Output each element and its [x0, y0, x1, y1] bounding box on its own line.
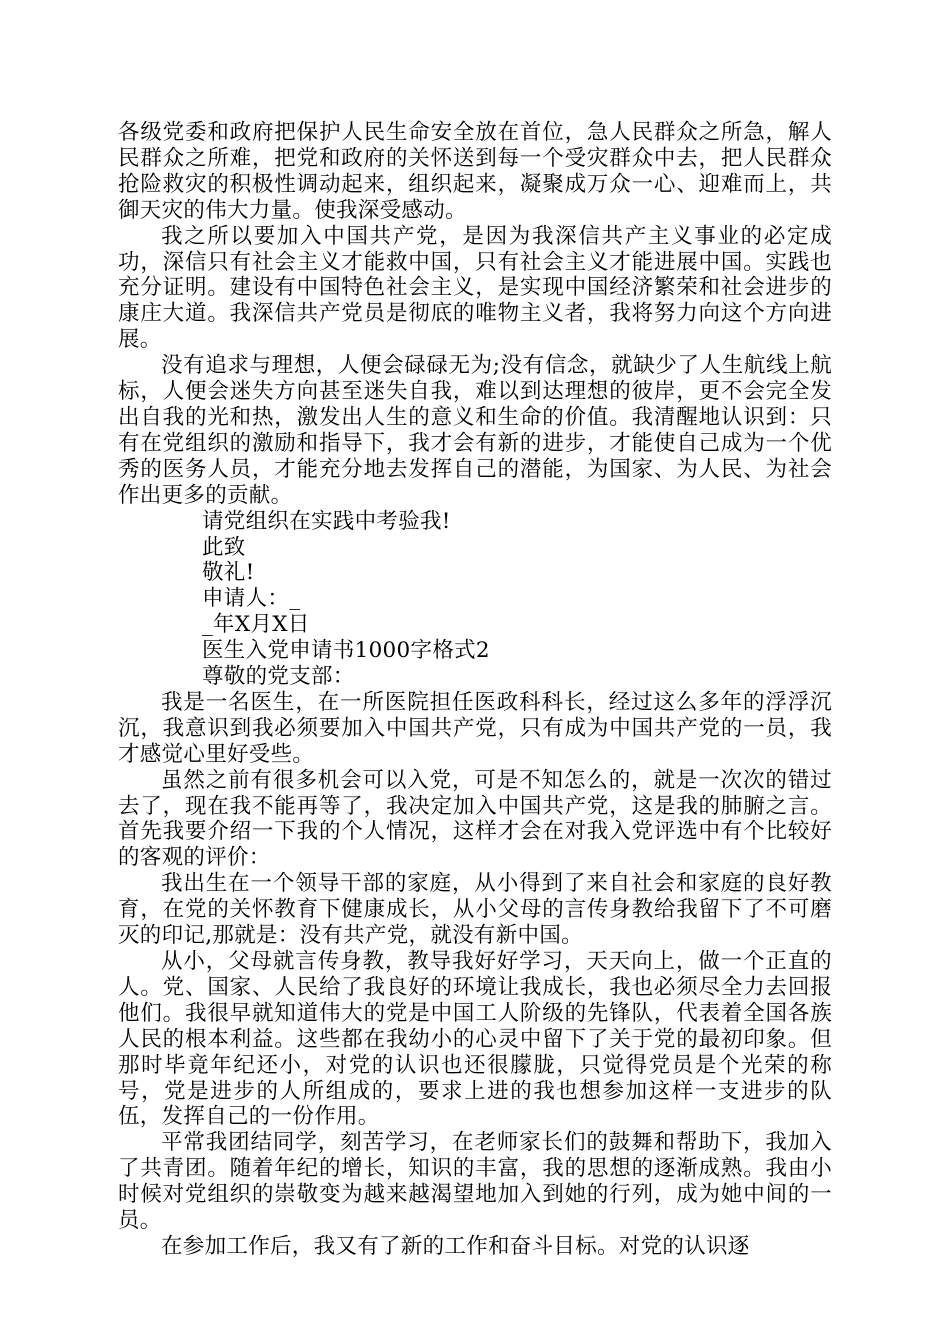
paragraph-childhood: 从小，父母就言传身教，教导我好好学习，天天向上，做一个正直的人。党、国家、人民给了我良好的环境让我成长，我也必须尽全力去回报他们。我很早就知道伟大的党是中国工人阶级的先锋队，代表着全国各族人民的根本利益。这些都在我幼小的心灵中留下了关于党的最初印象。但那时毕竟年纪还小，对党的认识也还很朦胧，只觉得党员是个光荣的称号，党是进步的人所组成的，要求上进的我也想参加这样一支进步的队伍，发挥自己的一份作用。: [118, 949, 832, 1130]
date-line: _年X月X日: [202, 612, 310, 638]
document-page: [118, 120, 832, 1260]
paragraph-disaster-relief: 各级党委和政府把保护人民生命安全放在首位，急人民群众之所急，解人民群众之所难，把党和政府的关怀送到每一个受灾群众中去，把人民群众抢险救灾的积极性调动起来，组织起来，凝聚成万众一心、迎难而上，共御天灾的伟大力量。使我深受感动。: [118, 120, 832, 223]
paragraph-introduction: 我是一名医生，在一所医院担任医政科科长，经过这么多年的浮浮沉沉，我意识到我必须要加入中国共产党，只有成为中国共产党的一员，我才感觉心里好受些。: [118, 689, 832, 767]
applicant-signature-line: 申请人：_: [202, 586, 301, 612]
paragraph-after-work: 在参加工作后，我又有了新的工作和奋斗目标。对党的认识逐: [161, 1233, 750, 1259]
section-heading: 医生入党申请书1000字格式2: [202, 638, 490, 664]
closing-request-line: 请党组织在实践中考验我!: [202, 508, 451, 534]
paragraph-ideals: 没有追求与理想，人便会碌碌无为;没有信念，就缺少了人生航线上航标，人便会迷失方向甚至迷失自我，难以到达理想的彼岸，更不会完全发出自我的光和热，激发出人生的意义和生命的价值。我清醒地认识到：只有在党组织的激励和指导下，我才会有新的进步，才能使自己成为一个优秀的医务人员，才能充分地去发挥自己的潜能，为国家、为人民、为社会作出更多的贡献。: [118, 353, 832, 508]
paragraph-reason-for-joining: 我之所以要加入中国共产党，是因为我深信共产主义事业的必定成功，深信只有社会主义才能救中国，只有社会主义才能进展中国。实践也充分证明。建设有中国特色社会主义，是实现中国经济繁荣和社会进步的康庄大道。我深信共产党员是彻底的唯物主义者，我将努力向这个方向进展。: [118, 223, 832, 353]
paragraph-missed-chances: 虽然之前有很多机会可以入党，可是不知怎么的，就是一次次的错过去了，现在我不能再等了，我决定加入中国共产党，这是我的肺腑之言。首先我要介绍一下我的个人情况，这样才会在对我入党评选中有个比较好的客观的评价：: [118, 767, 832, 871]
closing-salutation-jingli: 敬礼!: [202, 560, 255, 586]
paragraph-family-background: 我出生在一个领导干部的家庭，从小得到了来自社会和家庭的良好教育，在党的关怀教育下健康成长，从小父母的言传身教给我留下了不可磨灭的印记,那就是：没有共产党，就没有新中国。: [118, 871, 832, 949]
paragraph-youth-league: 平常我团结同学，刻苦学习，在老师家长们的鼓舞和帮助下，我加入了共青团。随着年纪的增长，知识的丰富，我的思想的逐渐成熟。我由小时候对党组织的崇敬变为越来越渴望地加入到她的行列，成为她中间的一员。: [118, 1130, 832, 1234]
closing-salutation-cizhi: 此致: [202, 534, 246, 560]
letter-greeting: 尊敬的党支部：: [202, 664, 355, 690]
